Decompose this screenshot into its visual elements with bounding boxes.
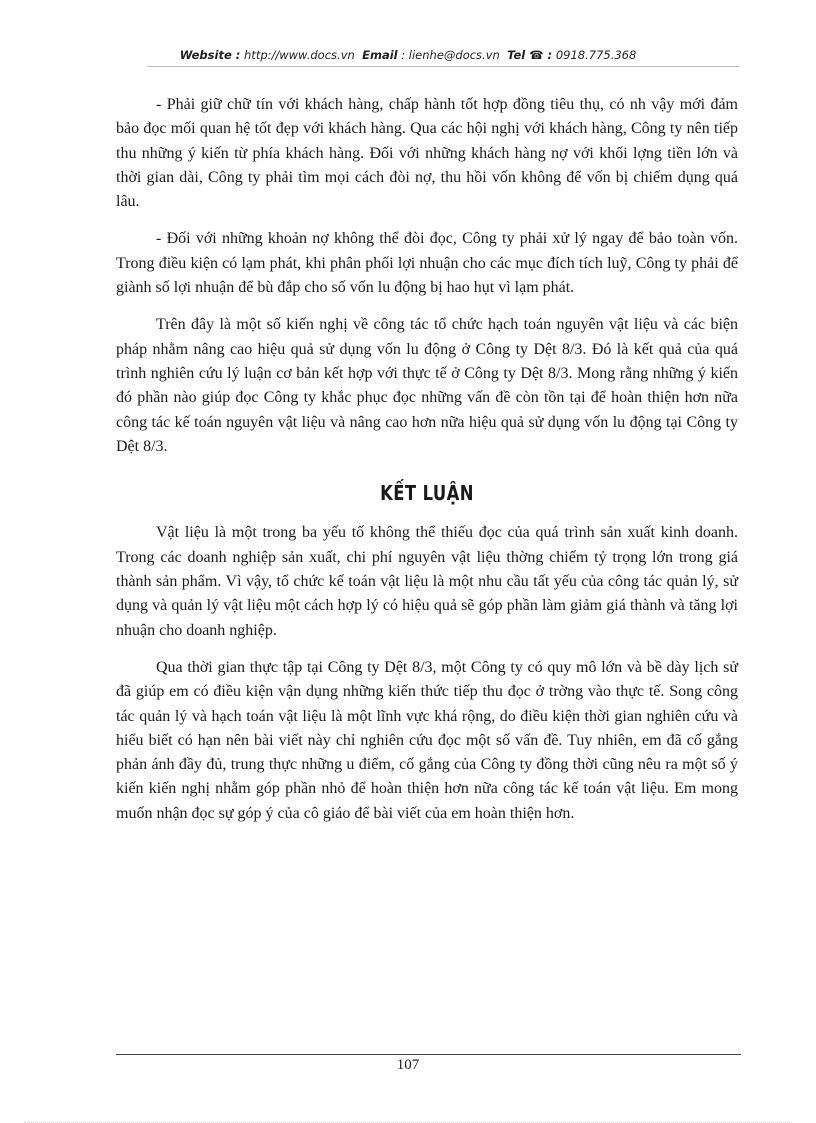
footer-rule — [116, 1054, 741, 1055]
paragraph: Qua thời gian thực tập tại Công ty Dệt 8/3, một Công ty có quy mô lớn và bề dày lịch sử đã giúp em có điều kiện vận dụng những kiến thức tiếp thu đọc ở trờng vào thực tế. Song công tác quản lý và hạch toán vật liệu là một lĩnh vực khá rộng, do điều kiện thời gian nghiên cứu và hiểu biết có hạn nên bài viết này chỉ nghiên cứu đọc một số vấn đề. Tuy nhiên, em đã cố gắng phản ánh đầy đủ, trung thực những u điểm, cố gắng của Công ty đồng thời cũng nêu ra một số ý kiến kiến nghị nhằm góp phần nhỏ để hoàn thiện hơn nữa công tác kế toán vật liệu. Em mong muốn nhận đọc sự góp ý của cô giáo để bài viết của em hoàn thiện hơn. — [116, 658, 738, 822]
page-header — [0, 48, 816, 62]
document-body — [116, 93, 738, 839]
tel-label: Tel ☎ : — [507, 48, 553, 62]
page-number: 107 — [396, 1057, 420, 1073]
paragraph: Trên đây là một số kiến nghị về công tác tổ chức hạch toán nguyên vật liệu và các biện pháp nhằm nâng cao hiệu quả sử dụng vốn lu động ở Công ty Dệt 8/3. Đó là kết quả của quá trình nghiên cứu lý luận cơ bản kết hợp với thực tế ở Công ty Dệt 8/3. Mong rằng những ý kiến đó phần nào giúp đọc Công ty khắc phục đọc những vấn đề còn tồn tại để hoàn thiện hơn nữa công tác kế toán nguyên vật liệu và nâng cao hơn nữa hiệu quả sử dụng vốn lu động tại Công ty Dệt 8/3. — [116, 316, 738, 455]
paragraph: Vật liệu là một trong ba yếu tố không thể thiếu đọc của quá trình sản xuất kinh doanh. Trong các doanh nghiệp sản xuất, chi phí nguyên vật liệu thờng chiếm tỷ trọng lớn trong giá thành sản phẩm. Vì vậy, tổ chức kế toán vật liệu là một nhu cầu tất yếu của công tác quản lý, sử dụng và quản lý vật liệu một cách hợp lý có hiệu quả sẽ góp phần làm giảm giá thành và tăng lợi nhuận cho doanh nghiệp. — [116, 524, 738, 639]
website-url: http://www.docs.vn — [244, 48, 355, 62]
section-heading: KẾT LUẬN — [380, 481, 474, 506]
paragraph: - Đối với những khoản nợ không thể đòi đọc, Công ty phải xử lý ngay để bảo toàn vốn. Trong điều kiện có lạm phát, khi phân phối lợi nhuận cho các mục đích tích luỹ, Công ty phải để giành số lợi nhuận để bù đắp cho số vốn lu động bị hao hụt vì lạm phát. — [116, 230, 738, 297]
email-label: Email — [362, 48, 398, 62]
tel-number: 0918.775.368 — [555, 48, 637, 62]
email-address: : lienhe@docs.vn — [401, 48, 500, 62]
website-label: Website : — [179, 48, 241, 62]
paragraph: - Phải giữ chữ tín với khách hàng, chấp hành tốt hợp đồng tiêu thụ, có nh vậy mới đảm bảo đọc mối quan hệ tốt đẹp với khách hàng. Qua các hội nghị với khách hàng, Công ty nên tiếp thu những ý kiến từ phía khách hàng. Đối với những khách hàng nợ với khối lợng tiền lớn và thời gian dài, Công ty phải tìm mọi cách đòi nợ, thu hồi vốn không để vốn bị chiếm dụng quá lâu. — [116, 96, 738, 211]
header-rule — [147, 66, 739, 67]
